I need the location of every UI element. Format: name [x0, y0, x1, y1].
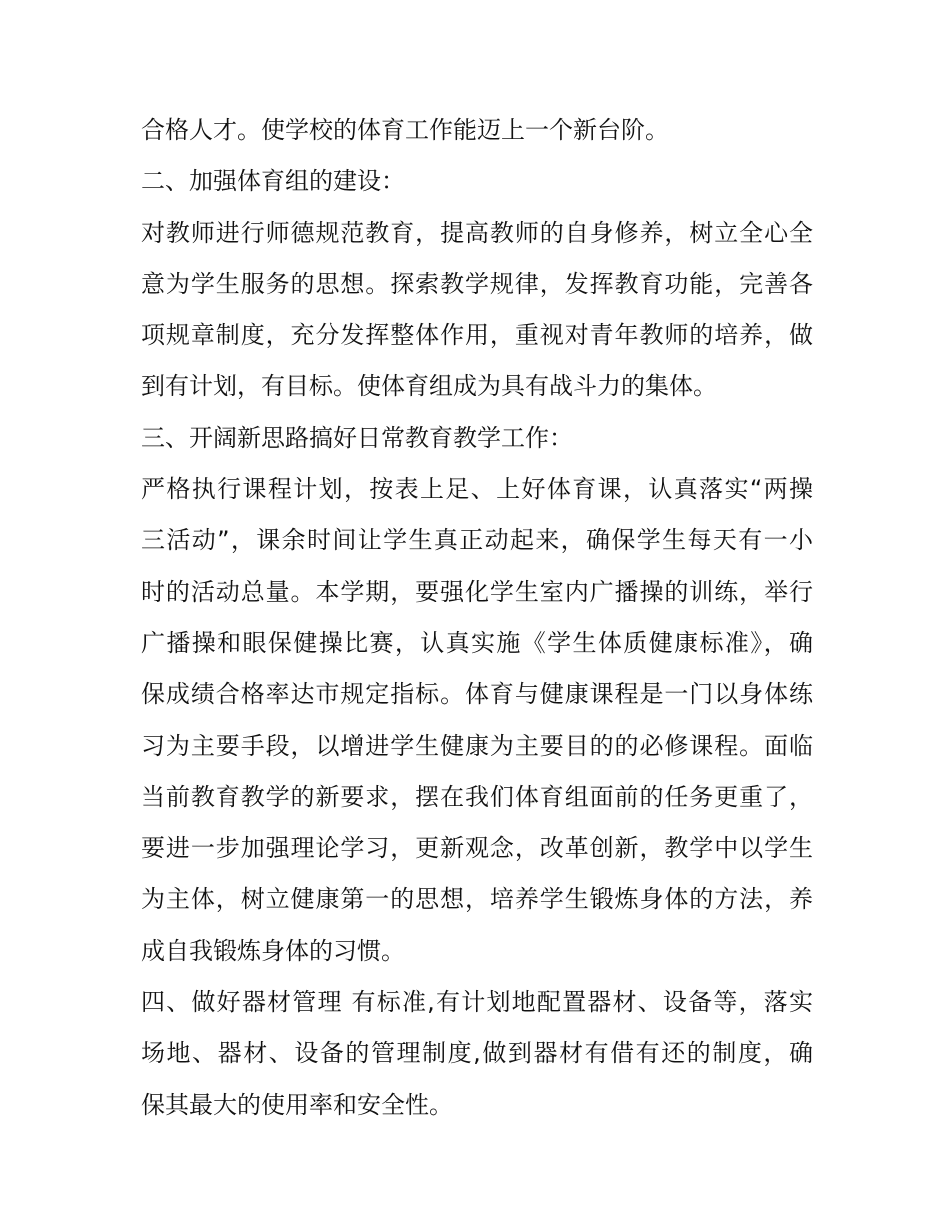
- text-line: 到有计划，有目标。使体育组成为具有战斗力的集体。: [141, 372, 717, 401]
- section-heading-3: 三、开阔新思路搞好日常教育教学工作：: [141, 423, 573, 452]
- document-body: [141, 105, 813, 1131]
- text-line: 三活动”，课余时间让学生真正动起来，确保学生每天有一小: [141, 526, 813, 555]
- text-line: 成自我锻炼身体的习惯。: [141, 936, 405, 965]
- text-line: 为主体，树立健康第一的思想，培养学生锻炼身体的方法，养: [141, 885, 813, 914]
- text-line: 严格执行课程计划，按表上足、上好体育课，认真落实“两操: [141, 475, 813, 504]
- text-line: 要进一步加强理论学习，更新观念，改革创新，教学中以学生: [141, 834, 813, 863]
- text-line: 习为主要手段，以增进学生健康为主要目的的必修课程。面临: [141, 731, 813, 760]
- text-line: 场地、器材、设备的管理制度,做到器材有借有还的制度，确: [141, 1039, 813, 1068]
- text-line: 项规章制度，充分发挥整体作用，重视对青年教师的培养，做: [141, 321, 813, 350]
- text-line: 保成绩合格率达市规定指标。体育与健康课程是一门以身体练: [141, 680, 813, 709]
- text-line: 时的活动总量。本学期，要强化学生室内广播操的训练，举行: [141, 577, 813, 606]
- section-heading-2: 二、加强体育组的建设：: [141, 167, 405, 196]
- text-line: 当前教育教学的新要求，摆在我们体育组面前的任务更重了，: [141, 782, 813, 811]
- text-line: 合格人才。使学校的体育工作能迈上一个新台阶。: [141, 116, 669, 144]
- text-line: 保其最大的使用率和安全性。: [141, 1090, 453, 1119]
- text-line: 对教师进行师德规范教育，提高教师的自身修养，树立全心全: [141, 218, 813, 247]
- section-heading-4: 四、做好器材管理 有标准,有计划地配置器材、设备等，落实: [141, 988, 813, 1017]
- text-line: 广播操和眼保健操比赛，认真实施《学生体质健康标准》，确: [141, 628, 813, 657]
- text-line: 意为学生服务的思想。探索教学规律，发挥教育功能，完善各: [141, 269, 813, 298]
